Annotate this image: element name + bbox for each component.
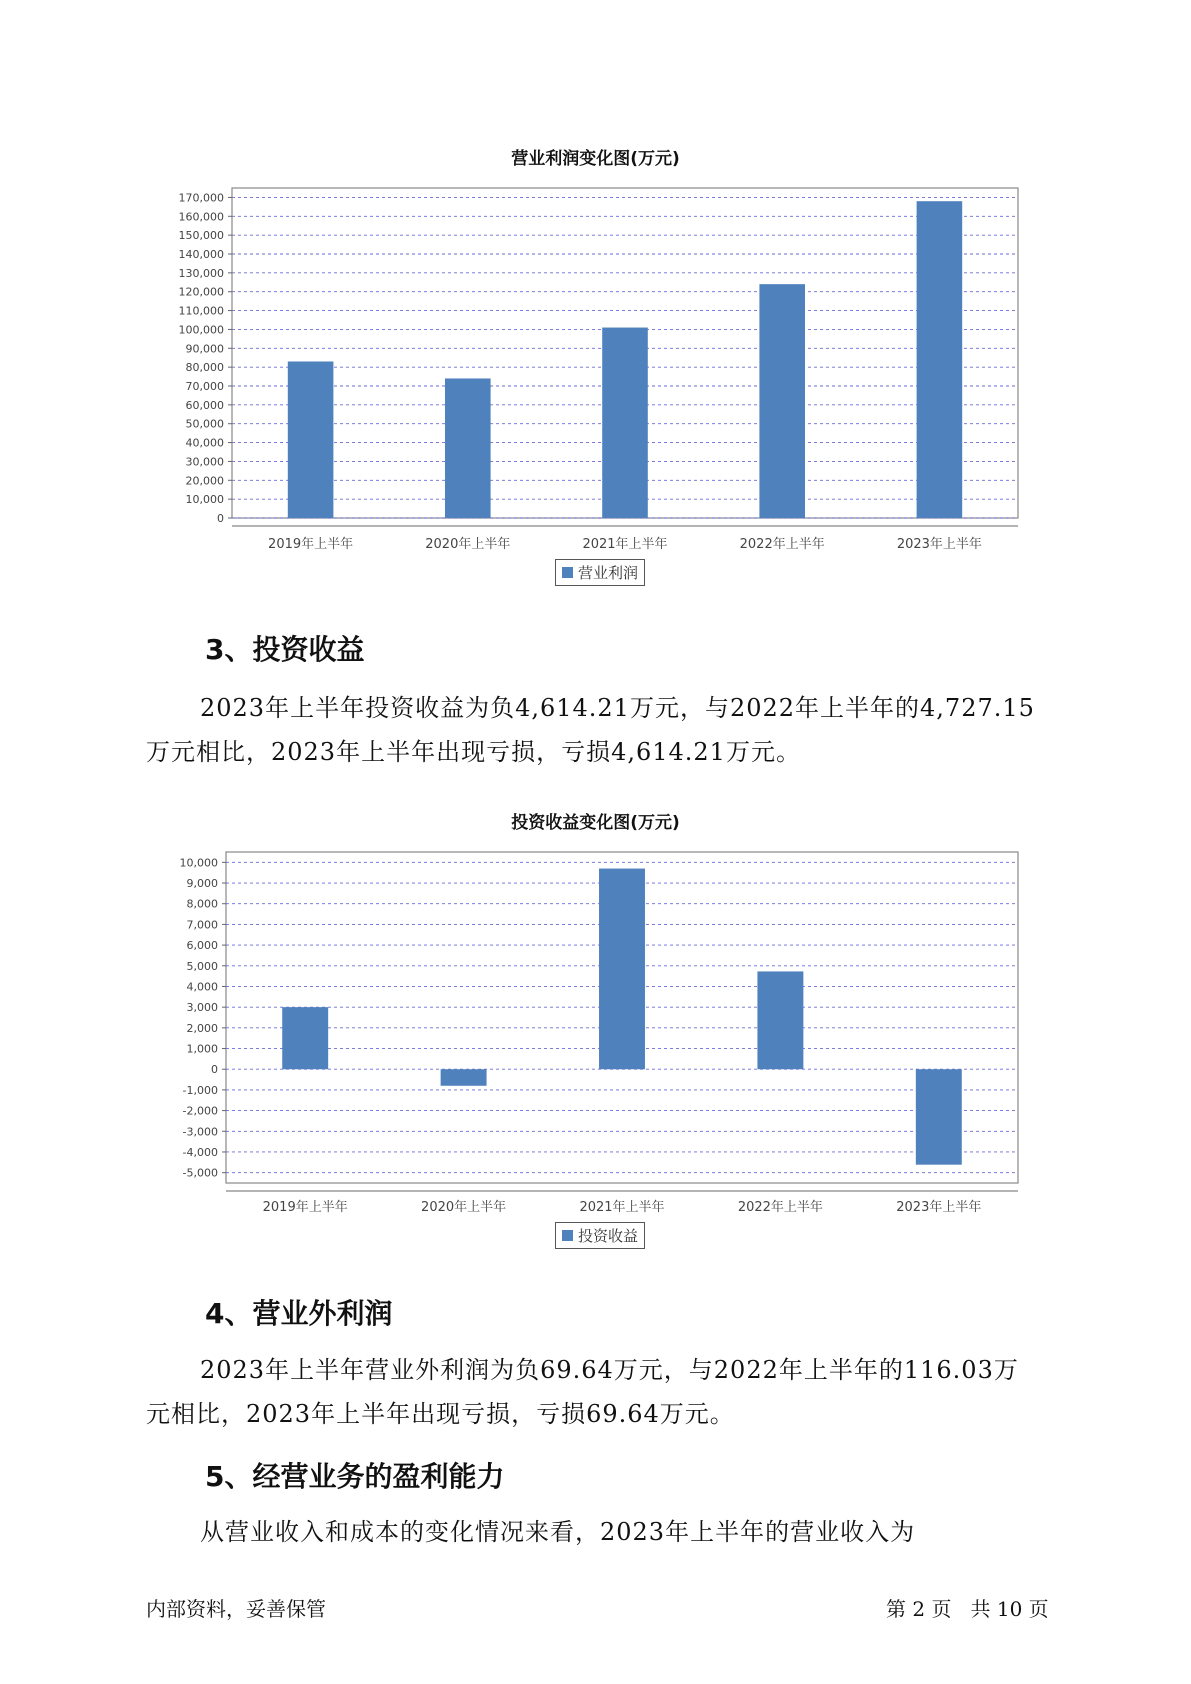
y-tick-label: 100,000 xyxy=(178,323,224,337)
y-tick-label: -5,000 xyxy=(182,1166,218,1180)
y-tick-label: 40,000 xyxy=(185,436,224,450)
x-tick-label: 2019年上半年 xyxy=(262,1200,348,1215)
chart1-title: 营业利润变化图(万元) xyxy=(511,149,680,169)
section3-line2: 万元相比，2023年上半年出现亏损，亏损4,614.21万元。 xyxy=(146,738,801,766)
y-tick-label: 90,000 xyxy=(185,342,224,356)
y-tick-label: 0 xyxy=(211,1063,218,1077)
y-tick-label: 4,000 xyxy=(186,980,218,994)
section4-heading: 4、营业外利润 xyxy=(205,1297,393,1330)
y-tick-label: -1,000 xyxy=(182,1083,218,1097)
y-tick-label: 7,000 xyxy=(186,918,218,932)
bar-2 xyxy=(441,1069,487,1086)
section4-line1: 2023年上半年营业外利润为负69.64万元，与2022年上半年的116.03万 xyxy=(200,1356,1019,1384)
y-tick-label: 10,000 xyxy=(185,493,224,507)
x-tick-label: 2020年上半年 xyxy=(425,537,511,552)
y-tick-label: 30,000 xyxy=(185,455,224,469)
y-tick-label: 130,000 xyxy=(178,266,224,280)
y-tick-label: 9,000 xyxy=(186,877,218,891)
y-tick-label: 6,000 xyxy=(186,939,218,953)
y-tick-label: 160,000 xyxy=(178,210,224,224)
section4-line2: 元相比，2023年上半年出现亏损，亏损69.64万元。 xyxy=(146,1400,735,1428)
y-tick-label: 60,000 xyxy=(185,398,224,412)
y-tick-label: 120,000 xyxy=(178,285,224,299)
footer-page-number: 第 2 页 共 10 页 xyxy=(886,1597,1049,1621)
x-tick-label: 2022年上半年 xyxy=(739,537,825,552)
y-tick-label: 170,000 xyxy=(178,191,224,205)
bar-1 xyxy=(282,1007,328,1069)
y-tick-label: 80,000 xyxy=(185,361,224,375)
y-tick-label: 0 xyxy=(217,512,224,525)
y-tick-label: 110,000 xyxy=(178,304,224,318)
x-tick-label: 2019年上半年 xyxy=(268,537,354,552)
x-tick-label: 2023年上半年 xyxy=(896,1200,982,1215)
y-tick-label: 20,000 xyxy=(185,474,224,488)
section5-heading: 5、经营业务的盈利能力 xyxy=(205,1460,505,1493)
chart2-title: 投资收益变化图(万元) xyxy=(511,813,680,833)
y-tick-label: 150,000 xyxy=(178,229,224,243)
x-tick-label: 2023年上半年 xyxy=(896,537,982,552)
section3-heading: 3、投资收益 xyxy=(205,633,365,666)
chart1-legend-label: 营业利润 xyxy=(578,564,639,582)
chart2-legend-label: 投资收益 xyxy=(578,1227,639,1245)
y-tick-label: 8,000 xyxy=(186,897,218,911)
section4-paragraph xyxy=(146,1348,1086,1436)
y-tick-label: 70,000 xyxy=(185,380,224,393)
y-tick-label: 3,000 xyxy=(186,1001,218,1015)
x-tick-label: 2021年上半年 xyxy=(579,1200,665,1215)
y-tick-label: 2,000 xyxy=(186,1021,218,1035)
y-tick-label: 5,000 xyxy=(186,959,218,973)
bar-5 xyxy=(916,1069,962,1164)
y-tick-label: 50,000 xyxy=(185,417,224,431)
section3-line1: 2023年上半年投资收益为负4,614.21万元，与2022年上半年的4,727.15 xyxy=(200,694,1035,722)
x-tick-label: 2021年上半年 xyxy=(582,537,668,552)
legend-swatch xyxy=(562,1230,573,1241)
x-tick-label: 2022年上半年 xyxy=(737,1200,823,1215)
x-tick-label: 2020年上半年 xyxy=(421,1200,507,1215)
chart2-legend xyxy=(555,1222,645,1249)
y-tick-label: -4,000 xyxy=(182,1145,218,1159)
footer-left: 内部资料，妥善保管 xyxy=(146,1597,326,1621)
y-tick-label: 140,000 xyxy=(178,248,224,261)
y-tick-label: -3,000 xyxy=(182,1125,218,1139)
y-tick-label: 1,000 xyxy=(186,1042,218,1056)
y-tick-label: -2,000 xyxy=(182,1104,218,1118)
section5-line1: 从营业收入和成本的变化情况来看，2023年上半年的营业收入为 xyxy=(200,1518,916,1546)
section5-paragraph xyxy=(146,1510,1086,1554)
bar-4 xyxy=(757,971,803,1069)
bar-3 xyxy=(599,869,645,1070)
y-tick-label: 10,000 xyxy=(179,856,218,870)
